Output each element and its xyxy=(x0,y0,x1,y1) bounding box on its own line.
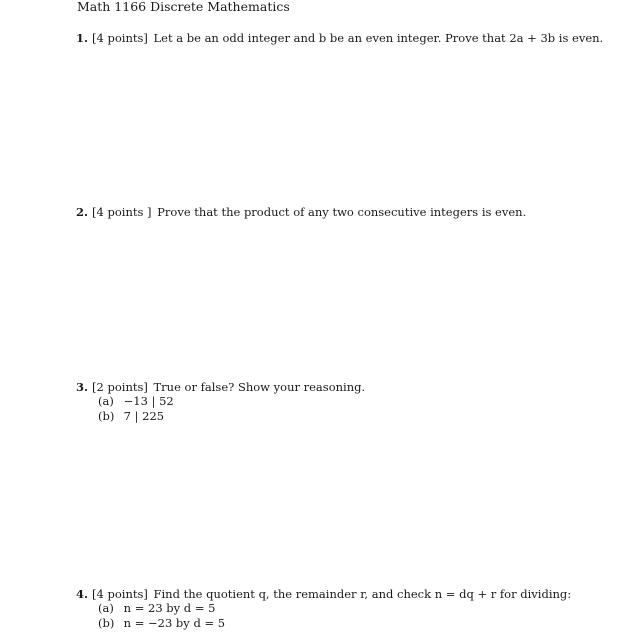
problem-part xyxy=(98,616,571,631)
part-text: n = −23 by d = 5 xyxy=(123,616,226,630)
problem-1 xyxy=(76,31,603,45)
problem-number: 3. xyxy=(76,380,89,394)
problem-text: Let a be an odd integer and b be an even integer. Prove that 2a + 3b is even. xyxy=(153,31,604,45)
problem-text: Find the quotient q, the remainder r, and check n = dq + r for dividing: xyxy=(153,587,572,601)
part-text: 7 | 225 xyxy=(123,409,165,423)
problem-part xyxy=(98,394,365,409)
problem-number: 4. xyxy=(76,587,89,601)
problem-points: [4 points] xyxy=(92,31,148,45)
problem-4 xyxy=(76,587,571,631)
problem-points: [4 points ] xyxy=(92,205,152,219)
part-label: (b) xyxy=(98,616,115,630)
problem-2 xyxy=(76,205,526,219)
part-text: n = 23 by d = 5 xyxy=(123,601,216,615)
part-text: −13 | 52 xyxy=(123,394,174,408)
part-label: (a) xyxy=(98,394,114,408)
problem-text: Prove that the product of any two consecutive integers is even. xyxy=(157,205,527,219)
problem-text: True or false? Show your reasoning. xyxy=(153,380,366,394)
page-header xyxy=(77,0,290,14)
problem-part xyxy=(98,409,365,424)
problem-number: 2. xyxy=(76,205,89,219)
problem-3 xyxy=(76,380,365,424)
problem-number: 1. xyxy=(76,31,89,45)
problem-part xyxy=(98,601,571,616)
problem-points: [4 points] xyxy=(92,587,148,601)
part-label: (b) xyxy=(98,409,115,423)
part-label: (a) xyxy=(98,601,114,615)
problem-points: [2 points] xyxy=(92,380,148,394)
course-title: Math 1166 Discrete Mathematics xyxy=(77,0,290,14)
